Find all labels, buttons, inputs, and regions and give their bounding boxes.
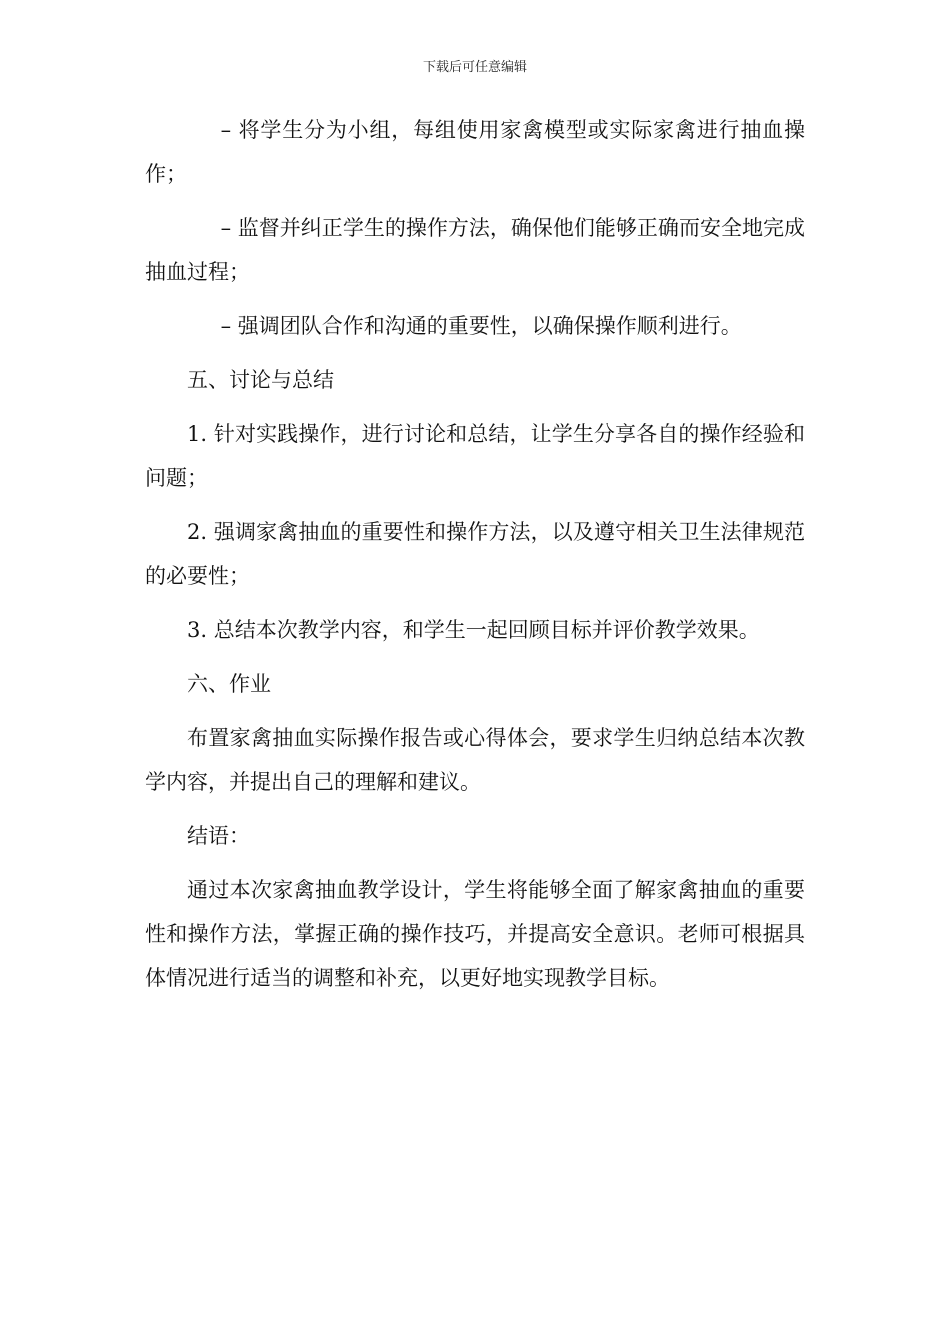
numbered-item: 3. 总结本次教学内容，和学生一起回顾目标并评价教学效果。 [187, 618, 760, 642]
numbered-item: 2. 强调家禽抽血的重要性和操作方法，以及遵守相关卫生法律规范的必要性； [145, 520, 805, 588]
bullet-paragraph: – 监督并纠正学生的操作方法，确保他们能够正确而安全地完成抽血过程； [145, 216, 805, 284]
body-paragraph: 通过本次家禽抽血教学设计，学生将能够全面了解家禽抽血的重要性和操作方法，掌握正确的操作技巧，并提高安全意识。老师可根据具体情况进行适当的调整和补充，以更好地实现教学目标。 [145, 878, 805, 990]
bullet-paragraph: – 将学生分为小组，每组使用家禽模型或实际家禽进行抽血操作； [145, 118, 805, 186]
page-header: 下载后可任意编辑 [422, 60, 527, 75]
numbered-item: 1. 针对实践操作，进行讨论和总结，让学生分享各自的操作经验和问题； [145, 422, 805, 490]
section-heading: 五、讨论与总结 [187, 368, 334, 392]
bullet-paragraph: – 强调团队合作和沟通的重要性，以确保操作顺利进行。 [220, 314, 742, 338]
section-heading: 结语： [187, 824, 250, 848]
body-paragraph: 布置家禽抽血实际操作报告或心得体会，要求学生归纳总结本次教学内容，并提出自己的理解和建议。 [145, 726, 805, 794]
document-body [145, 108, 805, 1010]
section-heading: 六、作业 [187, 672, 271, 696]
